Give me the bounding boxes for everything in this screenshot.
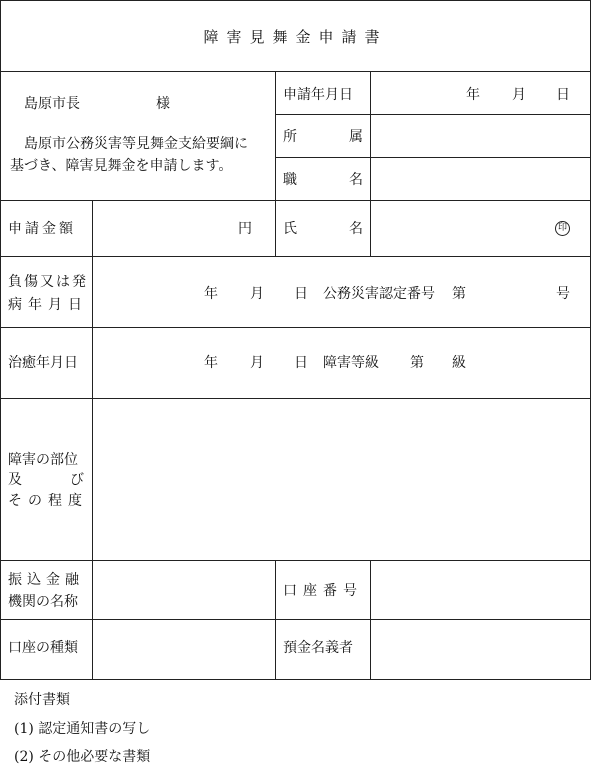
seal-icon: 印 bbox=[555, 221, 570, 236]
disability-label-line-1: 障害の部位 bbox=[8, 452, 78, 468]
attachments-heading: 添付書類 bbox=[14, 692, 70, 708]
statement-line-2: 基づき、障害見舞金を申請します。 bbox=[10, 158, 233, 174]
injury-label-cell bbox=[0, 256, 93, 328]
disability-grade-label: 障害等級 bbox=[323, 355, 379, 371]
account-number-label: 口座番号 bbox=[283, 583, 363, 599]
account-holder-label: 預金名義者 bbox=[283, 640, 353, 656]
affiliation-label-char-2: 属 bbox=[349, 129, 363, 145]
position-label-char-1: 職 bbox=[283, 172, 297, 188]
disability-label-char-a: 及 bbox=[8, 472, 22, 488]
injury-day: 日 bbox=[294, 286, 308, 302]
application-date-label: 申請年月日 bbox=[283, 87, 353, 103]
bank-label-line-2: 機関の名称 bbox=[8, 594, 78, 610]
account-holder-field[interactable] bbox=[370, 619, 591, 680]
disability-grade-suffix: 級 bbox=[452, 355, 466, 371]
recovery-label: 治癒年月日 bbox=[8, 355, 78, 371]
injury-label-line-2: 病年月日 bbox=[8, 297, 88, 313]
attachment-item-2: (2) その他必要な書類 bbox=[14, 749, 151, 765]
account-type-field[interactable] bbox=[92, 619, 276, 680]
name-label bbox=[283, 222, 363, 236]
bank-label-line-1: 振込金融 bbox=[8, 572, 84, 588]
injury-label-line-1: 負傷又は発 bbox=[8, 274, 88, 290]
form-title: 障害見舞金申請書 bbox=[203, 28, 388, 46]
recovery-month: 月 bbox=[250, 355, 264, 371]
amount-unit: 円 bbox=[238, 221, 252, 237]
position-label-char-2: 名 bbox=[349, 172, 363, 188]
application-date-month: 月 bbox=[512, 87, 526, 103]
certification-number-label: 公務災害認定番号 bbox=[323, 286, 435, 302]
recovery-year: 年 bbox=[204, 355, 218, 371]
certification-number-suffix: 号 bbox=[556, 286, 570, 302]
amount-label: 申請金額 bbox=[8, 221, 76, 237]
position-label bbox=[283, 173, 363, 187]
attachment-item-1: (1) 認定通知書の写し bbox=[14, 721, 151, 737]
account-type-label: 口座の種類 bbox=[8, 640, 78, 656]
disability-label-line-2 bbox=[8, 473, 84, 487]
injury-month: 月 bbox=[250, 286, 264, 302]
certification-number-prefix: 第 bbox=[452, 286, 466, 302]
disability-grade-prefix: 第 bbox=[410, 355, 424, 371]
affiliation-label-char-1: 所 bbox=[283, 129, 297, 145]
disability-label-char-b: び bbox=[70, 472, 84, 488]
affiliation-label bbox=[283, 130, 363, 144]
affiliation-field[interactable] bbox=[370, 114, 591, 158]
statement-line-1: 島原市公務災害等見舞金支給要綱に bbox=[24, 136, 248, 152]
addressee-honorific: 様 bbox=[156, 96, 170, 112]
name-label-char-2: 名 bbox=[349, 221, 363, 237]
position-field[interactable] bbox=[370, 157, 591, 201]
recovery-day: 日 bbox=[294, 355, 308, 371]
application-date-day: 日 bbox=[556, 87, 570, 103]
bank-field[interactable] bbox=[92, 560, 276, 620]
account-number-field[interactable] bbox=[370, 560, 591, 620]
bank-label-cell bbox=[0, 560, 93, 620]
disability-label-line-3: その程度 bbox=[8, 493, 88, 509]
injury-year: 年 bbox=[204, 286, 218, 302]
name-label-char-1: 氏 bbox=[283, 221, 297, 237]
addressee-name: 島原市長 bbox=[24, 96, 80, 112]
disability-field[interactable] bbox=[92, 398, 591, 561]
application-date-year: 年 bbox=[466, 87, 480, 103]
